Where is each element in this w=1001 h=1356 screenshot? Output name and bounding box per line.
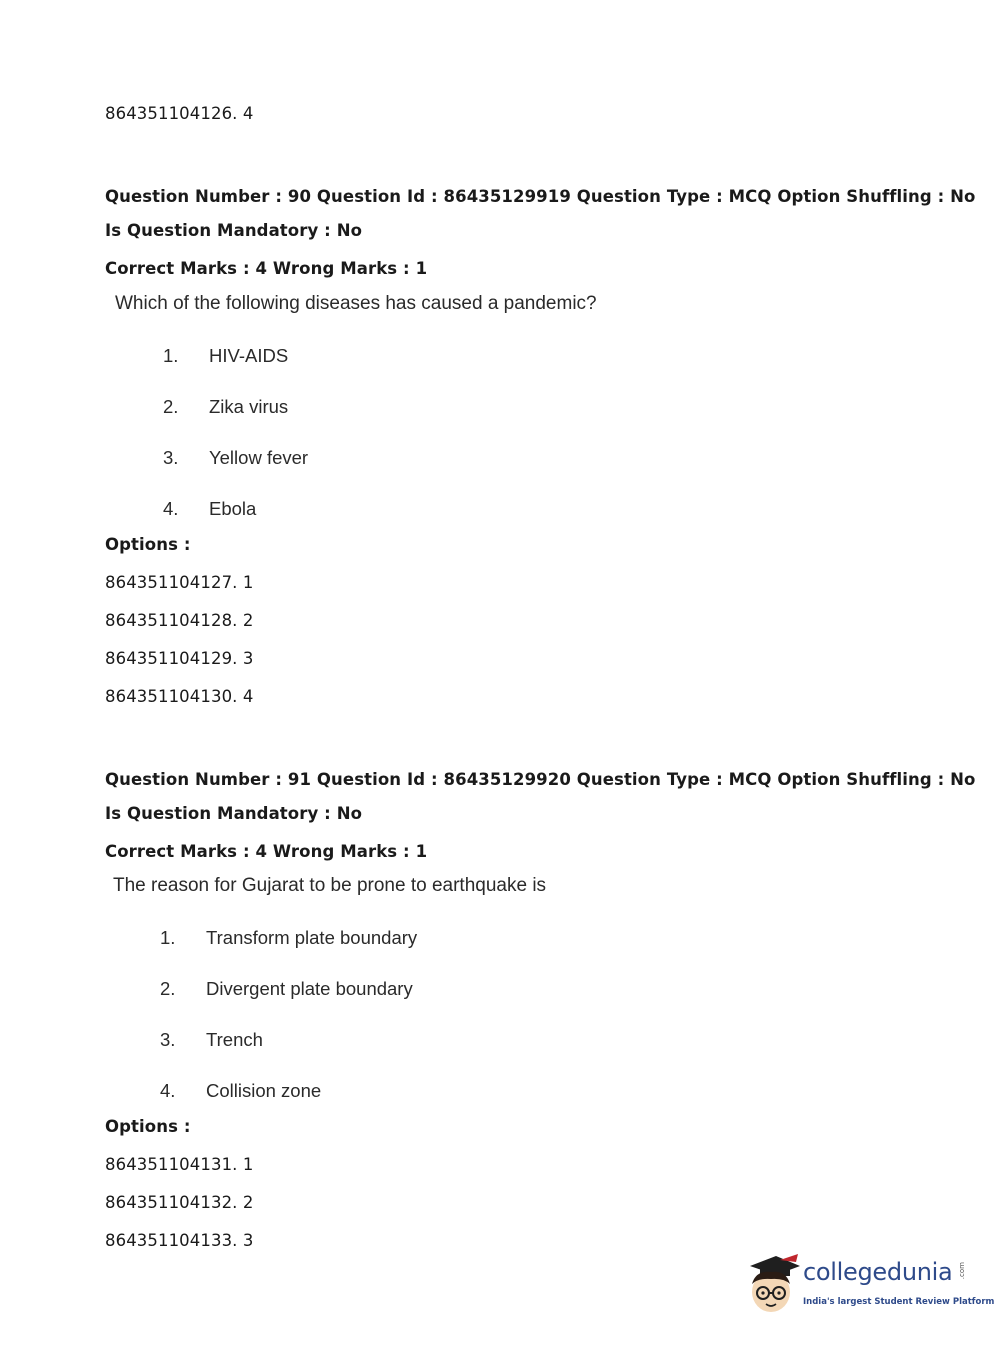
choice-number: 2.: [163, 396, 179, 417]
logo-tagline: India's largest Student Review Platform: [803, 1297, 995, 1307]
choice-number: 3.: [163, 447, 179, 468]
option-id: 864351104133. 3: [105, 1231, 254, 1250]
choice-text: HIV-AIDS: [209, 345, 289, 366]
logo-dotcom: .com: [958, 1262, 966, 1280]
choice-text: Transform plate boundary: [206, 927, 418, 948]
option-id: 864351104129. 3: [105, 649, 254, 668]
question-mandatory: Is Question Mandatory : No: [105, 221, 363, 240]
options-label: Options :: [105, 535, 191, 554]
option-id: 864351104131. 1: [105, 1155, 254, 1174]
choice-number: 1.: [163, 345, 179, 366]
choice-number: 3.: [160, 1029, 176, 1050]
choice-text: Ebola: [209, 498, 257, 519]
option-id: 864351104128. 2: [105, 611, 254, 630]
option-id: 864351104130. 4: [105, 687, 254, 706]
question-marks: Correct Marks : 4 Wrong Marks : 1: [105, 259, 428, 278]
option-id: 864351104126. 4: [105, 104, 254, 123]
question-marks: Correct Marks : 4 Wrong Marks : 1: [105, 842, 428, 861]
choice-number: 2.: [160, 978, 176, 999]
choice-text: Divergent plate boundary: [206, 978, 413, 999]
question-header: Question Number : 90 Question Id : 86435129919 Question Type : MCQ Option Shuffling : No: [105, 187, 976, 206]
logo-wordmark: collegedunia: [803, 1258, 953, 1286]
choice-text: Yellow fever: [209, 447, 309, 468]
options-label: Options :: [105, 1117, 191, 1136]
choice-text: Collision zone: [206, 1080, 322, 1101]
choice-text: Zika virus: [209, 396, 289, 417]
question-text: The reason for Gujarat to be prone to earthquake is: [113, 875, 547, 896]
question-header: Question Number : 91 Question Id : 86435129920 Question Type : MCQ Option Shuffling : No: [105, 770, 976, 789]
choice-number: 4.: [163, 498, 179, 519]
collegedunia-logo[interactable]: [740, 1248, 995, 1320]
question-text: Which of the following diseases has caused a pandemic?: [115, 293, 597, 314]
question-mandatory: Is Question Mandatory : No: [105, 804, 363, 823]
choice-number: 4.: [160, 1080, 176, 1101]
mascot-icon: [740, 1248, 802, 1318]
option-id: 864351104132. 2: [105, 1193, 254, 1212]
choice-text: Trench: [206, 1029, 263, 1050]
choice-number: 1.: [160, 927, 176, 948]
option-id: 864351104127. 1: [105, 573, 254, 592]
